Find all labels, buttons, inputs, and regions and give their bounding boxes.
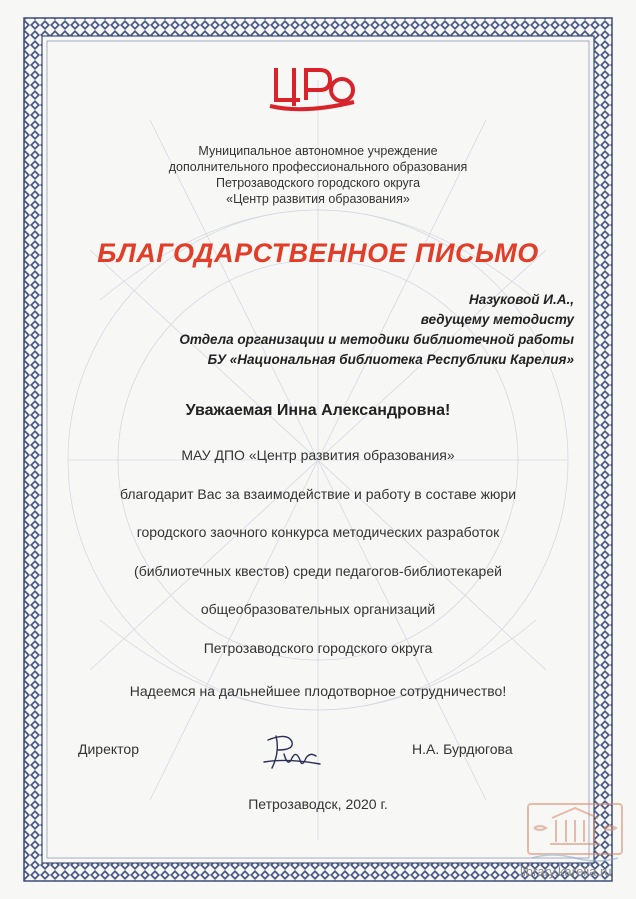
body-line: МАУ ДПО «Центр развития образования» — [181, 447, 455, 463]
body-line: благодарит Вас за взаимодействие и работу в составе жюри — [119, 485, 517, 502]
signatory-name: Н.А. Бурдюгова — [412, 741, 513, 757]
library-watermark-icon — [522, 798, 628, 868]
recipient-line: Отдела организации и методики библиотечной работы — [179, 332, 574, 347]
recipient-line: БУ «Национальная библиотека Республики Карелия» — [207, 352, 574, 367]
recipient-line: ведущему методисту — [420, 312, 574, 327]
body-line: (библиотечных квестов) среди педагогов-библиотекарей — [134, 562, 502, 579]
signatory-role: Директор — [78, 741, 139, 757]
recipient-block — [179, 290, 574, 370]
letter-body — [52, 445, 584, 676]
body-line: городского заочного конкурса методических разработок — [136, 524, 500, 540]
watermark-url: library.karelia.ru — [520, 864, 612, 879]
org-line: дополнительного профессионального образования — [168, 160, 468, 174]
org-line: Муниципальное автономное учреждение — [198, 144, 438, 158]
org-line: «Центр развития образования» — [226, 192, 410, 206]
recipient-line: Назуковой И.А., — [468, 292, 574, 307]
salutation: Уважаемая Инна Александровна! — [185, 402, 451, 419]
org-line: Петрозаводского городского округа — [215, 176, 421, 190]
body-line: Петрозаводского городского округа — [203, 639, 433, 656]
place-and-date: Петрозаводск, 2020 г. — [248, 796, 388, 812]
organization-header — [120, 143, 516, 207]
organization-logo — [264, 56, 360, 116]
closing-line: Надеемся на дальнейшее плодотворное сотрудничество! — [129, 683, 507, 699]
body-line: общеобразовательных организаций — [200, 601, 436, 617]
handwritten-signature — [258, 728, 324, 774]
document-title: БЛАГОДАРСТВЕННОЕ ПИСЬМО — [97, 238, 539, 268]
logo-mark-icon — [264, 56, 360, 116]
